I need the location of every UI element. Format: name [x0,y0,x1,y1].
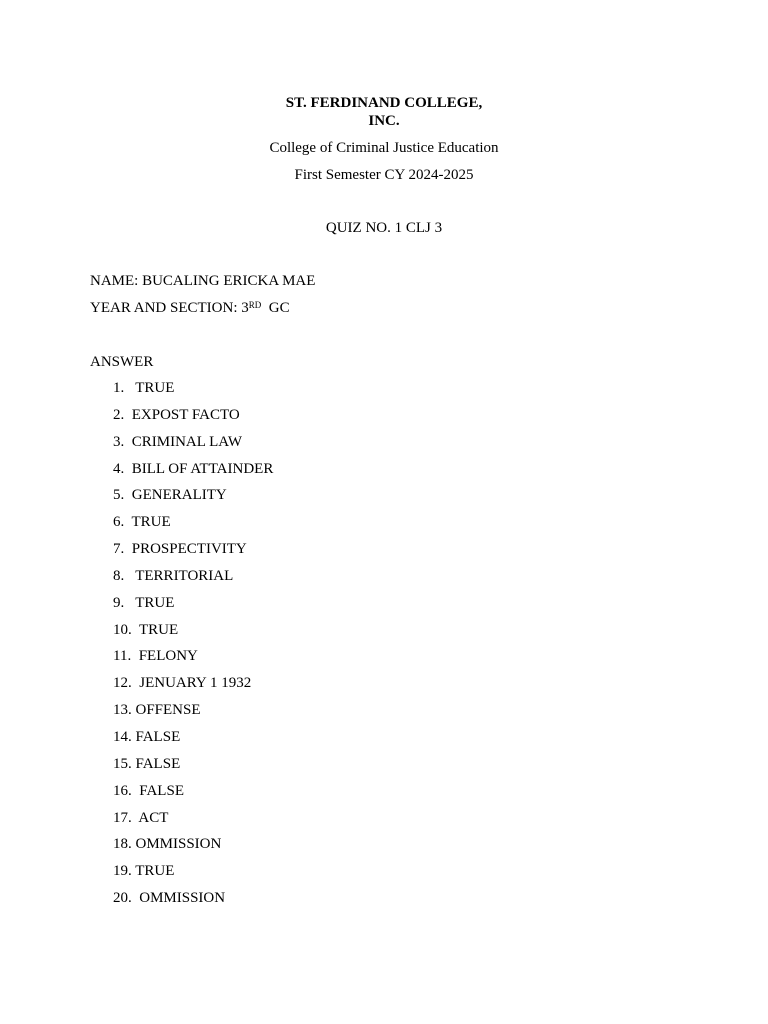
answer-item: 5. GENERALITY [113,487,227,504]
answer-item: 7. PROSPECTIVITY [113,541,247,558]
answer-item: 8. TERRITORIAL [113,567,234,584]
department-name: College of Criminal Justice Education [269,140,499,156]
college-name-line1: ST. FERDINAND COLLEGE, [285,95,483,111]
answer-item: 3. CRIMINAL LAW [113,433,243,450]
answer-item: 15. FALSE [113,755,181,772]
section-label: GC [268,300,290,316]
answer-item: 18. OMMISSION [113,836,222,853]
answer-item: 16. FALSE [113,782,184,799]
year-superscript: RD [248,300,262,310]
answer-item: 17. ACT [113,809,169,826]
answer-list [113,379,273,916]
answer-item: 20. OMMISSION [113,890,226,907]
quiz-title: QUIZ NO. 1 CLJ 3 [325,220,443,236]
answers-heading: ANSWER [90,354,154,370]
semester-line: First Semester CY 2024-2025 [294,167,474,183]
student-name: NAME: BUCALING ERICKA MAE [90,273,316,289]
answer-item: 6. TRUE [113,514,171,531]
answer-item: 9. TRUE [113,594,175,611]
answer-item: 12. JENUARY 1 1932 [113,675,252,692]
answer-item: 13. OFFENSE [113,702,201,719]
answer-item: 11. FELONY [113,648,198,665]
answer-item: 2. EXPOST FACTO [113,406,240,423]
answer-item: 4. BILL OF ATTAINDER [113,460,274,477]
answer-item: 1. TRUE [113,380,175,396]
answer-item: 10. TRUE [113,621,179,638]
answer-item: 19. TRUE [113,863,175,880]
college-name-line2: INC. [368,113,400,129]
year-and-section [90,299,290,317]
year-label: YEAR AND SECTION: 3 [90,300,249,316]
answer-item: 14. FALSE [113,728,181,745]
